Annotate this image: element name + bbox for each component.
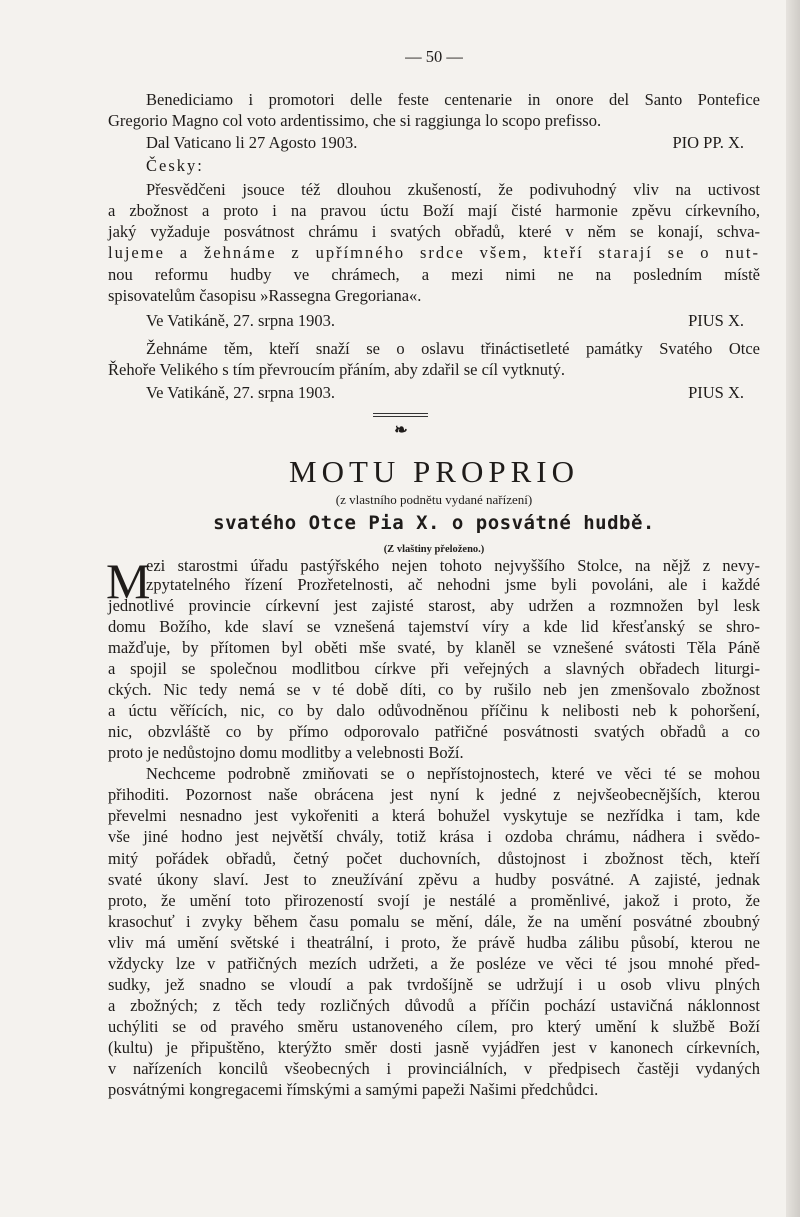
text-line: mažďuje, by přítomen byl oběti mše svaté, by klaněl se vznešené svátosti Těla Páně	[108, 638, 760, 657]
text-line: (Z vlaštiny přeloženo.)	[383, 544, 485, 555]
text-line: zpytatelného řízení Prozřetelnosti, ač nehodni jsme byli povoláni, ale i každé	[146, 575, 760, 594]
divider-rule	[373, 413, 428, 414]
dateline: Ve Vatikáně, 27. srpna 1903.	[146, 383, 335, 402]
text-line: uchýliti se od pravého směru ustanoveného cílem, pro který umění k službě Boží	[108, 1017, 760, 1036]
text-line: přihoditi. Pozornost naše obrácena jest nyní k jedné z nejvšeobecnějších, kterou	[108, 785, 760, 804]
signature: PIUS X.	[688, 383, 744, 402]
text-line: ezi starostmi úřadu pastýřského nejen tohoto nejvyššího Stolce, na nějž z nevy-	[146, 556, 760, 575]
text-line: svatého Otce Pia X. o posvátné hudbě.	[213, 512, 655, 534]
text-line: Gregorio Magno col voto ardentissimo, che si raggiunga lo scopo prefisso.	[108, 111, 602, 130]
text-line: sudky, jež snadno se vloudí a pak tvrdošíjně se udržují i u osob vlivu plných	[108, 975, 760, 994]
text-line: proto je nedůstojno domu modlitby a velebnosti Boží.	[108, 743, 464, 762]
page-edge	[786, 0, 800, 1217]
text-line: a zbožnost a proto i na pravou úctu Boží mají čisté harmonie zpěvu církevního,	[108, 201, 760, 220]
text-line: (kultu) je připuštěno, kterýžto směr dosti jasně vyjádřen jest v kanonech církevních,	[108, 1038, 760, 1057]
text-line	[146, 133, 744, 153]
text-line: vše jiné hodno jest největší chvály, totiž krása i ozdoba chrámu, nádhera i svědo-	[108, 827, 760, 846]
text-line: jaký vyžaduje posvátnost chrámu i svatých obřadů, které v něm se konají, schva-	[108, 222, 760, 241]
signature: PIO PP. X.	[672, 133, 744, 152]
text-line: posvátnými kongregacemi římskými a samými papeži Našimi předchůdci.	[108, 1080, 599, 1099]
text-line: spisovatelům časopisu »Rassegna Gregoriana«.	[108, 286, 422, 305]
text-line: Benediciamo i promotori delle feste centenarie in onore del Santo Pontefice	[146, 90, 760, 109]
text-line: Česky:	[146, 156, 204, 175]
text-line: lujeme a žehnáme z upřímného srdce všem, kteří starají se o nut-	[108, 243, 760, 262]
text-line: domu Božího, kde slaví se vznešená tajemství víry a kde lid křesťanský se shro-	[108, 617, 760, 636]
text-line: v nařízeních koncilů všeobecných i provinciálních, v předpisech častěji vydaných	[108, 1059, 760, 1078]
text-line: nic, obzvláště co by přímo odporovalo patřičné posvátnosti svatých obřadů a co	[108, 722, 760, 741]
text-line: ckých. Nic tedy nemá se v té době díti, co by rušilo neb jen zmenšovalo zbožnost	[108, 680, 760, 699]
text-line	[146, 383, 744, 403]
text-line: Nechceme podrobně zmiňovati se o nepřístojnostech, které ve věci té se mohou	[146, 764, 760, 783]
text-line: proto, že umění toto přirozeností svojí je nestálé a proměnlivé, jakož i proto, že	[108, 891, 760, 910]
text-line: nou reformu hudby ve chrámech, a mezi nimi ne na posledním místě	[108, 265, 760, 284]
text-line: a úctu věřících, nic, co by dalo odůvodněnou příčinu k nelibosti neb k pohoršení,	[108, 701, 760, 720]
divider-rule	[373, 416, 428, 417]
dateline: Ve Vatikáně, 27. srpna 1903.	[146, 311, 335, 330]
page-number: — 50 —	[405, 47, 463, 66]
text-line: mitý pořádek obřadů, četný počet duchovních, důstojnost i zbožnost těch, kteří	[108, 849, 760, 868]
text-line: krasochuť i zvyky během času pomalu se mění, dále, že na umění posvátné zboubný	[108, 912, 760, 931]
dateline: Dal Vaticano li 27 Agosto 1903.	[146, 133, 358, 152]
text-line: (z vlastního podnětu vydané nařízení)	[335, 492, 533, 507]
text-line: převelmi nesnadno jest vykořeniti a která bohužel vyskytuje se nezřídka i tam, kde	[108, 806, 760, 825]
signature: PIUS X.	[688, 311, 744, 330]
text-line: jednotlivé provincie církevní jest zajisté starost, aby udržen a rozmnožen byl lesk	[108, 596, 760, 615]
text-line: a spojil se společnou modlitbou církve při veřejných a slavných obřadech liturgi-	[108, 659, 760, 678]
text-line	[146, 311, 744, 331]
ornament-icon: ❧	[394, 422, 408, 439]
text-line: vliv má umění světské i theatrální, i proto, že právě hudba zálibu působí, kterou ne	[108, 933, 760, 952]
text-line: Přesvědčeni jsouce též dlouhou zkušeností, že podivuhodný vliv na uctivost	[146, 180, 760, 199]
text-line: MOTU PROPRIO	[289, 454, 579, 489]
text-line: vždycky lze v patřičných mezích udržeti, a že posléze ve věci té jsou mnohé před-	[108, 954, 760, 973]
text-line: Řehoře Velikého s tím převroucím přáním, aby zdařil se cíl vytknutý.	[108, 360, 566, 379]
drop-cap: M	[106, 553, 151, 609]
text-line: a zbožných; z těch tedy rozličných důvodů a příčin pochází ustavičná náklonnost	[108, 996, 760, 1015]
text-line: Žehnáme těm, kteří snaží se o oslavu třináctisetleté památky Svatého Otce	[146, 339, 760, 358]
text-line: svaté úkony slaví. Jest to zneužívání zpěvu a hudby posvátné. A zajisté, jednak	[108, 870, 760, 889]
